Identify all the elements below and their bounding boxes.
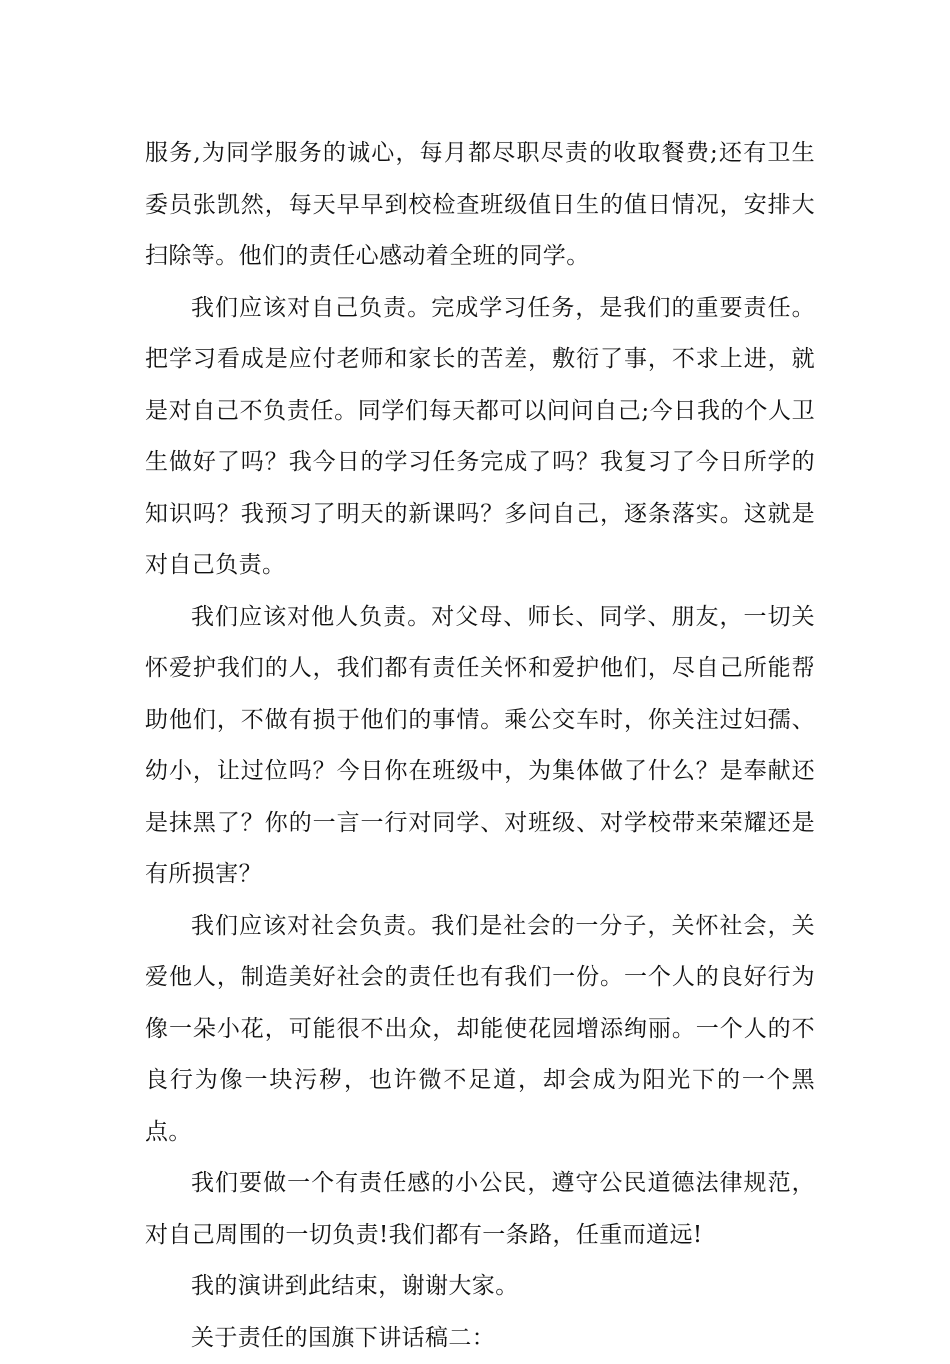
paragraph-self-responsibility: 我们应该对自己负责。完成学习任务，是我们的重要责任。把学习看成是应付老师和家长的苦差，敷衍了事，不求上进，就是对自己不负责任。同学们每天都可以问问自己;今日我的个人卫生做好了吗？我今日的学习任务完成了吗？我复习了今日所学的知识吗？我预习了明天的新课吗？多问自己，逐条落实。这就是对自己负责。	[145, 283, 815, 592]
document-body	[145, 128, 815, 1364]
paragraph-citizen: 我们要做一个有责任感的小公民，遵守公民道德法律规范，对自己周围的一切负责!我们都有一条路，任重而道远!	[145, 1158, 815, 1261]
paragraph-continuation: 服务,为同学服务的诚心，每月都尽职尽责的收取餐费;还有卫生委员张凯然，每天早早到校检查班级值日生的值日情况，安排大扫除等。他们的责任心感动着全班的同学。	[145, 128, 815, 283]
section-heading: 关于责任的国旗下讲话稿二：	[145, 1313, 815, 1364]
paragraph-others-responsibility: 我们应该对他人负责。对父母、师长、同学、朋友，一切关怀爱护我们的人，我们都有责任关怀和爱护他们，尽自己所能帮助他们，不做有损于他们的事情。乘公交车时，你关注过妇孺、幼小，让过位吗？今日你在班级中，为集体做了什么？是奉献还是抹黑了？你的一言一行对同学、对班级、对学校带来荣耀还是有所损害？	[145, 592, 815, 901]
paragraph-society-responsibility: 我们应该对社会负责。我们是社会的一分子，关怀社会，关爱他人，制造美好社会的责任也有我们一份。一个人的良好行为像一朵小花，可能很不出众，却能使花园增添绚丽。一个人的不良行为像一块污秽，也许微不足道，却会成为阳光下的一个黑点。	[145, 901, 815, 1159]
paragraph-closing: 我的演讲到此结束，谢谢大家。	[145, 1261, 815, 1313]
